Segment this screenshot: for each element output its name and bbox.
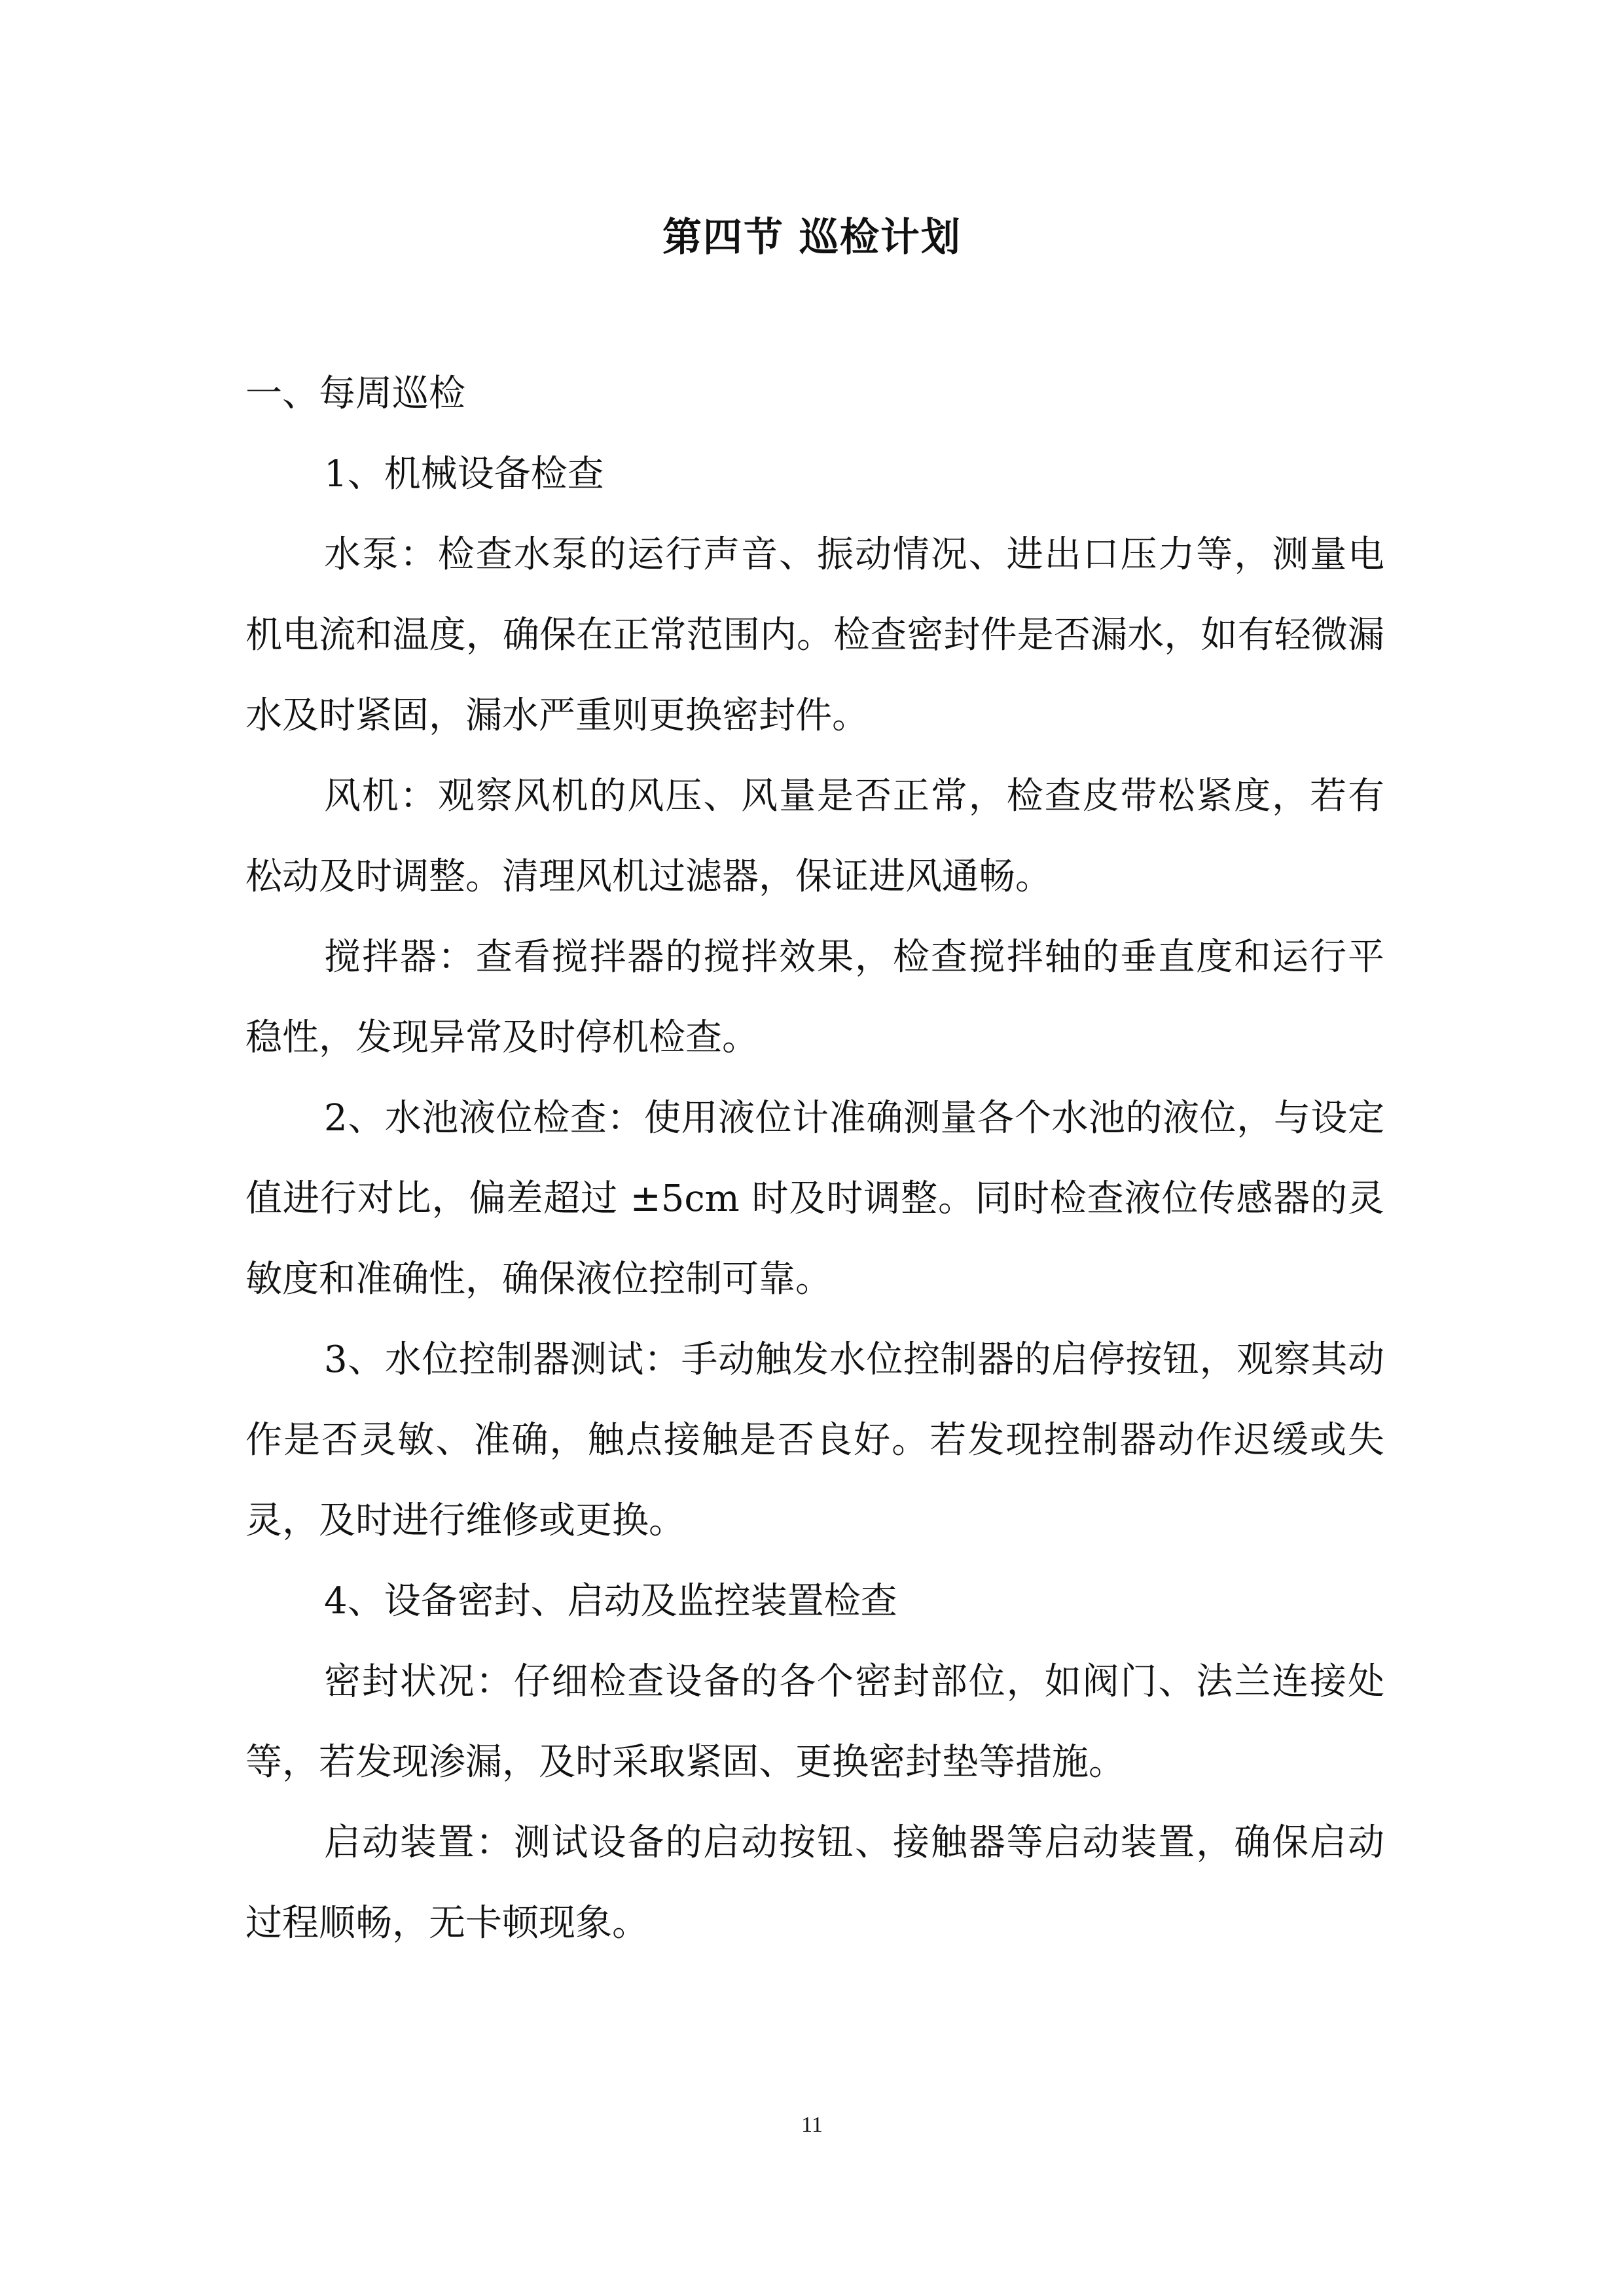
paragraph-seal: 密封状况：仔细检查设备的各个密封部位，如阀门、法兰连接处等，若发现渗漏，及时采取紧固、更换密封垫等措施。: [245, 1660, 1384, 1784]
paragraph-level-controller: 3、水位控制器测试：手动触发水位控制器的启停按钮，观察其动作是否灵敏、准确，触点接触是否良好。若发现控制器动作迟缓或失灵，及时进行维修或更换。: [245, 1338, 1384, 1542]
paragraph-tank-level: 2、水池液位检查：使用液位计准确测量各个水池的液位，与设定值进行对比，偏差超过 ±5cm 时及时调整。同时检查液位传感器的灵敏度和准确性，确保液位控制可靠。: [245, 1097, 1384, 1300]
paragraph-fan: 风机：观察风机的风压、风量是否正常，检查皮带松紧度，若有松动及时调整。清理风机过滤器，保证进风通畅。: [245, 775, 1384, 898]
subheading-mechanical-check: 1、机械设备检查: [324, 453, 604, 495]
paragraph-start-device: 启动装置：测试设备的启动按钮、接触器等启动装置，确保启动过程顺畅，无卡顿现象。: [245, 1821, 1384, 1945]
section-title: 第四节 巡检计划: [662, 215, 962, 260]
body-text: [245, 353, 1384, 1964]
subheading-seal-start-monitor: 4、设备密封、启动及监控装置检查: [324, 1580, 897, 1623]
page-number: 11: [801, 2113, 823, 2137]
heading-weekly-inspection: 一、每周巡检: [245, 372, 465, 415]
paragraph-mixer: 搅拌器：查看搅拌器的搅拌效果，检查搅拌轴的垂直度和运行平稳性，发现异常及时停机检查。: [245, 936, 1384, 1059]
paragraph-pump: 水泵：检查水泵的运行声音、振动情况、进出口压力等，测量电机电流和温度，确保在正常范围内。检查密封件是否漏水，如有轻微漏水及时紧固，漏水严重则更换密封件。: [245, 533, 1384, 737]
